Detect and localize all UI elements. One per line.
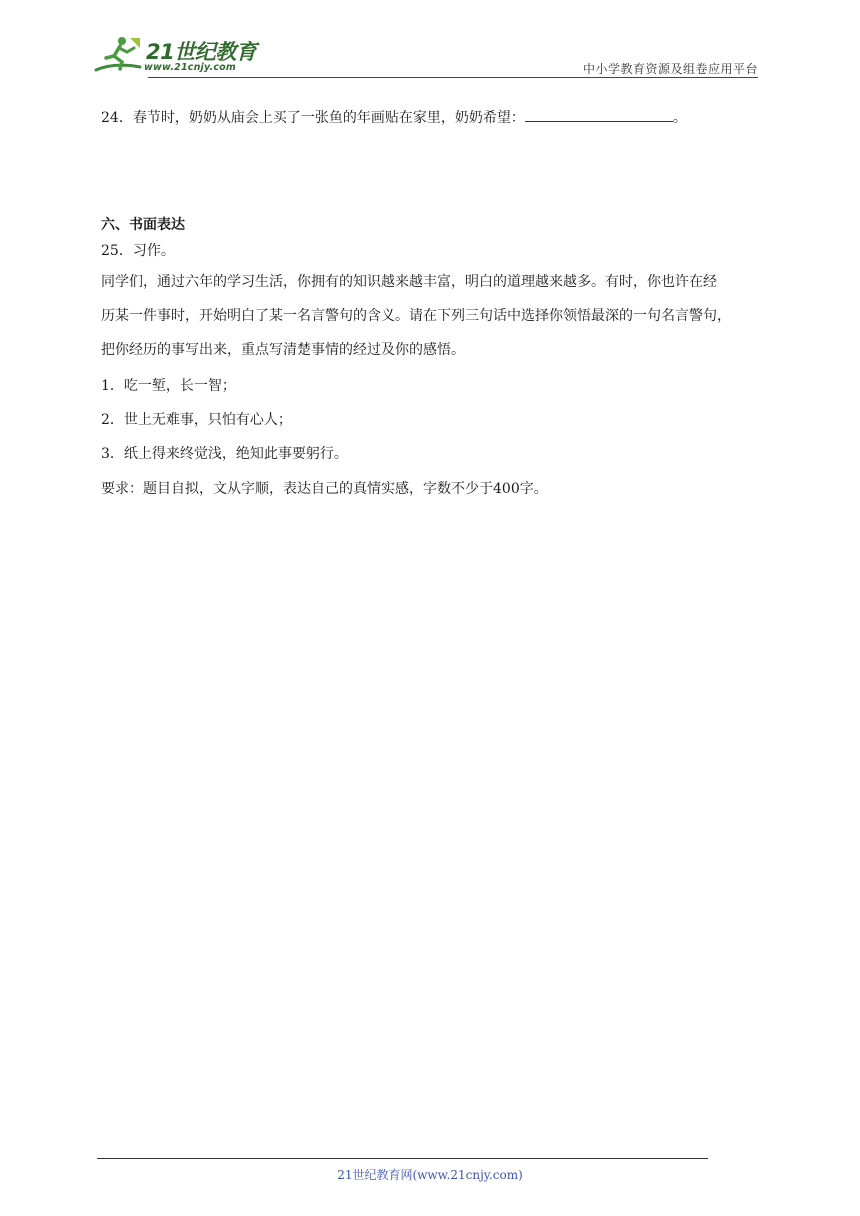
logo	[94, 34, 264, 78]
proverb-item: 1．吃一堑，长一智；	[101, 378, 236, 394]
logo-text: 21世纪教育	[146, 40, 257, 64]
question-24	[101, 107, 687, 127]
runner-logo-icon	[94, 34, 150, 78]
proverb-item: 3．纸上得来终觉浅，绝知此事要躬行。	[101, 446, 348, 462]
question-24-suffix: 。	[672, 110, 687, 126]
section-title: 六、书面表达	[101, 217, 185, 233]
logo-url: www.21cnjy.com	[144, 62, 236, 73]
question-25-prompt	[101, 265, 761, 367]
prompt-line: 同学们，通过六年的学习生活，你拥有的知识越来越丰富，明白的道理越来越多。有时，你也许在经	[101, 274, 717, 290]
prompt-line: 把你经历的事写出来，重点写清楚事情的经过及你的感悟。	[101, 342, 465, 358]
header-platform-text: 中小学教育资源及组卷应用平台	[582, 62, 758, 76]
answer-blank[interactable]	[525, 107, 673, 122]
question-25-label: 25．习作。	[101, 243, 175, 259]
header-divider	[148, 77, 758, 78]
page-header	[94, 30, 758, 80]
prompt-line: 历某一件事时，开始明白了某一名言警句的含义。请在下列三句话中选择你领悟最深的一句名言警句，	[101, 308, 731, 324]
footer-link[interactable]: 21世纪教育网(www.21cnjy.com)	[337, 1168, 523, 1182]
footer-divider	[97, 1158, 708, 1159]
proverb-item: 2．世上无难事，只怕有心人；	[101, 412, 292, 428]
requirement-text: 要求：题目自拟，文从字顺，表达自己的真情实感，字数不少于400字。	[101, 481, 548, 497]
question-24-text: 24．春节时，奶奶从庙会上买了一张鱼的年画贴在家里，奶奶希望：	[101, 110, 525, 126]
